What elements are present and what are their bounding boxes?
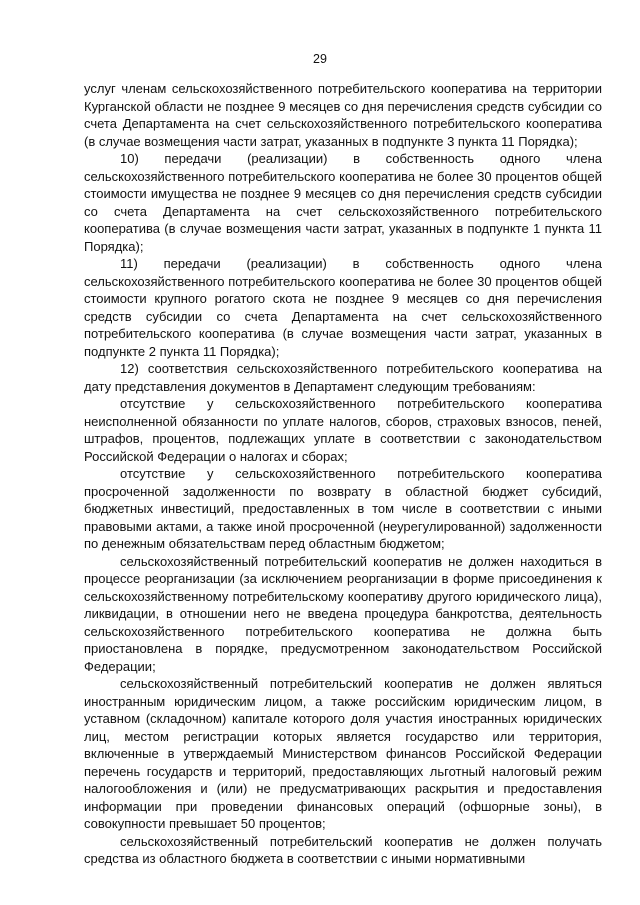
paragraph-item-12: 12) соответствия сельскохозяйственного потребительского кооператива на дату представления документов в Департамент следующим требованиям: xyxy=(84,361,602,394)
paragraph-requirement-debts: отсутствие у сельскохозяйственного потребительского кооператива просроченной задолженности по возврату в областной бюджет субсидий, бюджетных инвестиций, предоставленных в том числе в соответствии с иными правовыми актами, а также иной просроченной (неурегулированной) задолженности по денежным обязательствам перед областным бюджетом; xyxy=(84,466,602,551)
paragraph-item-10: 10) передачи (реализации) в собственность одного члена сельскохозяйственного потребительского кооператива не более 30 процентов общей стоимости имущества не позднее 9 месяцев со дня перечисления средств субсидии со счета Департамента на счет сельскохозяйственного потребительского кооператива (в случае возмещения части затрат, указанных в подпункте 1 пункта 11 Порядка); xyxy=(84,151,602,254)
paragraph-requirement-foreign-entity: сельскохозяйственный потребительский кооператив не должен являться иностранным юридическим лицом, а также российским юридическим лицом, в уставном (складочном) капитале которого доля участия иностранных юридических лиц, местом регистрации которых является государство или территория, включенные в утверждаемый Министерством финансов Российской Федерации перечень государств и территорий, предоставляющих льготный налоговый режим налогообложения и (или) не предусматривающих раскрытия и предоставления информации при проведении финансовых операций (офшорные зоны), в совокупности превышает 50 процентов; xyxy=(84,676,602,831)
document-body xyxy=(84,80,602,868)
paragraph-requirement-reorganization: сельскохозяйственный потребительский кооператив не должен находиться в процессе реорганизации (за исключением реорганизации в форме присоединения к сельскохозяйственному потребительскому кооперативу другого юридического лица), ликвидации, в отношении него не введена процедура банкротства, деятельность сельскохозяйственного потребительского кооператива не должна быть приостановлена в порядке, предусмотренном законодательством Российской Федерации; xyxy=(84,553,602,674)
paragraph-requirement-taxes: отсутствие у сельскохозяйственного потребительского кооператива неисполненной обязанности по уплате налогов, сборов, страховых взносов, пеней, штрафов, процентов, подлежащих уплате в соответствии с законодательством Российской Федерации о налогах и сборах; xyxy=(84,396,602,464)
paragraph-continuation: услуг членам сельскохозяйственного потребительского кооператива на территории Курганской области не позднее 9 месяцев со дня перечисления средств субсидии со счета Департамента на счет сельскохозяйственного потребительского кооператива (в случае возмещения части затрат, указанных в подпункте 3 пункта 11 Порядка); xyxy=(84,81,602,149)
paragraph-item-11: 11) передачи (реализации) в собственность одного члена сельскохозяйственного потребительского кооператива не более 30 процентов общей стоимости крупного рогатого скота не позднее 9 месяцев со дня перечисления средств субсидии со счета Департамента на счет сельскохозяйственного потребительского кооператива (в случае возмещения части затрат, указанных в подпункте 2 пункта 11 Порядка); xyxy=(84,256,602,359)
paragraph-requirement-funds: сельскохозяйственный потребительский кооператив не должен получать средства из областного бюджета в соответствии с иными нормативными xyxy=(84,833,602,866)
page-number: 29 xyxy=(313,52,327,66)
